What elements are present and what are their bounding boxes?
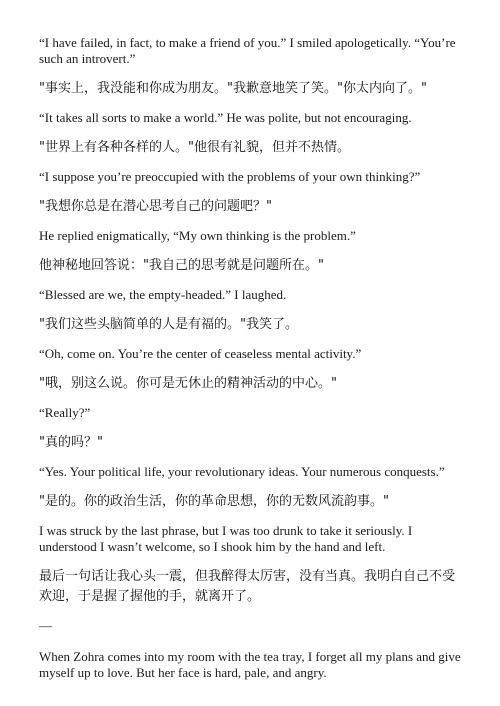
chinese-paragraph: "我想你总是在潜心思考自己的问题吧？"	[39, 199, 272, 214]
english-paragraph: “It takes all sorts to make a world.” He was polite, but not encouraging.	[39, 110, 412, 125]
english-paragraph: He replied enigmatically, “My own thinking is the problem.”	[39, 228, 356, 243]
chinese-paragraph: 他神秘地回答说："我自己的思考就是问题所在。"	[39, 258, 324, 273]
english-paragraph: “Blessed are we, the empty-headed.” I laughed.	[39, 287, 287, 302]
chinese-paragraph: 最后一句话让我心头一震，但我醉得太厉害，没有当真。我明白自己不受欢迎，于是握了握他的手，就离开了。	[39, 569, 456, 604]
english-paragraph: When Zohra comes into my room with the tea tray, I forget all my plans and give myself up to love. But her face is hard, pale, and angry.	[39, 649, 461, 680]
english-paragraph: “I suppose you’re preoccupied with the problems of your own thinking?”	[39, 169, 421, 184]
english-paragraph: “I have failed, in fact, to make a friend of you.” I smiled apologetically. “You’re such an introvert.”	[39, 35, 456, 66]
chinese-paragraph: "是的。你的政治生活，你的革命思想，你的无数风流韵事。"	[39, 494, 389, 509]
chinese-paragraph: "我们这些头脑简单的人是有福的。"我笑了。	[39, 317, 298, 332]
chinese-paragraph: "世界上有各种各样的人。"他很有礼貌，但并不热情。	[39, 140, 350, 155]
document-page	[39, 35, 467, 693]
chinese-paragraph: "事实上，我没能和你成为朋友。"我歉意地笑了笑。"你太内向了。"	[39, 81, 427, 96]
chinese-paragraph: "哦，别这么说。你可是无休止的精神活动的中心。"	[39, 376, 337, 391]
chinese-paragraph: "真的吗？"	[39, 435, 103, 450]
section-separator: —	[39, 618, 52, 633]
english-paragraph: “Yes. Your political life, your revolutionary ideas. Your numerous conquests.”	[39, 464, 445, 479]
english-paragraph: I was struck by the last phrase, but I was too drunk to take it seriously. I understood I wasn’t welcome, so I shook him by the hand and left.	[39, 523, 413, 554]
english-paragraph: “Really?”	[39, 405, 91, 420]
english-paragraph: “Oh, come on. You’re the center of ceaseless mental activity.”	[39, 346, 362, 361]
